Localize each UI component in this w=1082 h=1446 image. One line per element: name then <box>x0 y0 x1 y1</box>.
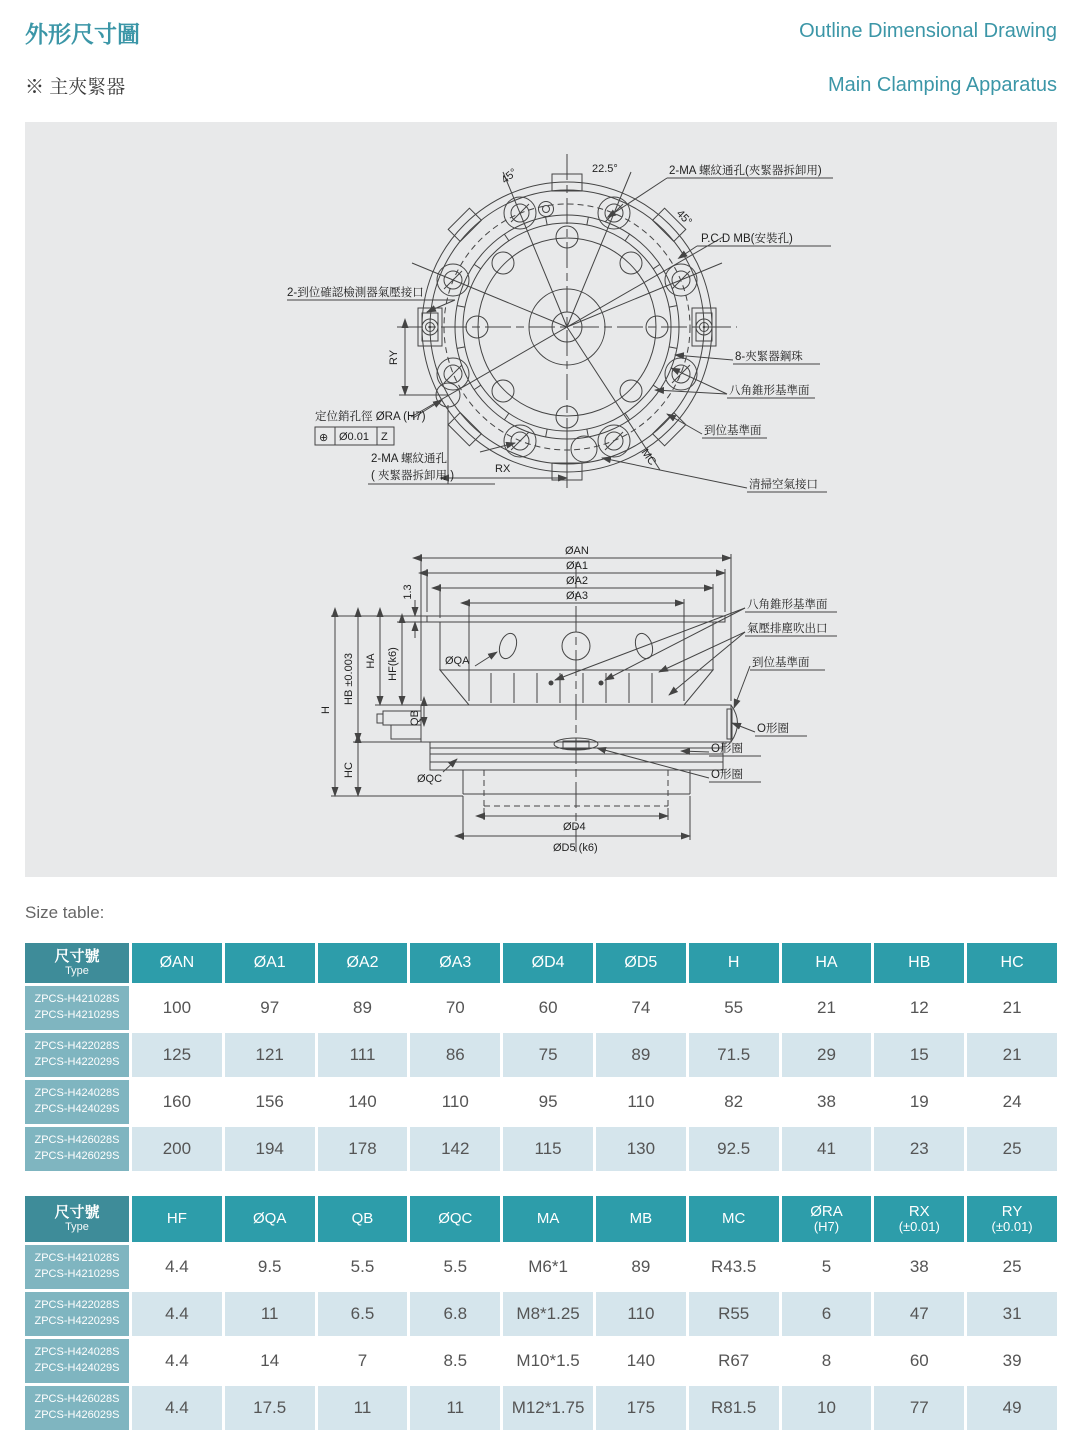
value-cell: 47 <box>874 1292 964 1336</box>
balls-label: 8-夾緊器鋼珠 <box>735 351 803 363</box>
value-cell: 86 <box>410 1033 500 1077</box>
o-ring-label-3: O形圈 <box>711 769 743 781</box>
value-cell: 12 <box>874 986 964 1030</box>
type-code: ZPCS-H424029S <box>34 1103 120 1115</box>
ma-bottom-label-2: ( 夾緊器拆卸用 ) <box>371 470 455 482</box>
subtitle-en: Main Clamping Apparatus <box>827 74 1057 96</box>
hf-label: HF(k6) <box>387 647 399 681</box>
value-cell: 175 <box>596 1386 686 1430</box>
type-code: ZPCS-H421029S <box>34 1268 120 1280</box>
value-cell: 74 <box>596 986 686 1030</box>
gdt-tolerance: Ø0.01 <box>339 431 369 443</box>
table-header-row <box>25 1196 1057 1242</box>
type-header-zh: 尺寸號 <box>54 947 100 965</box>
value-cell: 140 <box>596 1339 686 1383</box>
type-code: ZPCS-H426028S <box>34 1134 120 1147</box>
page-title-en: Outline Dimensional Drawing <box>799 20 1057 42</box>
header-line: RY <box>1001 1202 1023 1220</box>
value-cell: 111 <box>318 1033 408 1077</box>
column-header <box>689 1196 779 1242</box>
column-header: ØA3 <box>410 943 500 983</box>
table-row <box>25 1127 1057 1171</box>
o-ring-label-1: O形圈 <box>757 723 789 735</box>
type-code: ZPCS-H422029S <box>34 1315 120 1327</box>
header-line: MB <box>629 1210 653 1228</box>
page-title-zh: 外形尺寸圖 <box>25 21 140 47</box>
type-code: ZPCS-H424029S <box>34 1362 120 1374</box>
value-cell: 10 <box>782 1386 872 1430</box>
value-cell: 55 <box>689 986 779 1030</box>
value-cell: 21 <box>782 986 872 1030</box>
value-cell: 41 <box>782 1127 872 1171</box>
value-cell: 142 <box>410 1127 500 1171</box>
column-header <box>503 1196 593 1242</box>
angle-45-left-label: 45° <box>499 166 520 187</box>
h-label: H <box>320 706 332 714</box>
type-header-zh: 尺寸號 <box>54 1203 100 1221</box>
column-header: HB <box>874 943 964 983</box>
column-header <box>225 1196 315 1242</box>
side-view-drawing <box>320 545 837 857</box>
outline-drawing-panel <box>25 122 1057 877</box>
type-code: ZPCS-H426029S <box>34 1150 120 1162</box>
column-header: ØD4 <box>503 943 593 983</box>
dqc-label: ØQC <box>417 773 443 785</box>
value-cell: 17.5 <box>225 1386 315 1430</box>
column-header: ØA2 <box>318 943 408 983</box>
column-header <box>782 1196 872 1242</box>
type-code: ZPCS-H424028S <box>34 1346 120 1359</box>
value-cell: 21 <box>967 986 1057 1030</box>
ry-dim-label: RY <box>388 349 400 365</box>
value-cell: 4.4 <box>132 1339 222 1383</box>
value-cell: 160 <box>132 1080 222 1124</box>
type-code: ZPCS-H421028S <box>34 1252 120 1265</box>
column-header-type <box>25 1196 129 1242</box>
value-cell: 5 <box>782 1245 872 1289</box>
value-cell: M10*1.5 <box>503 1339 593 1383</box>
value-cell: 178 <box>318 1127 408 1171</box>
rx-dim-label: RX <box>495 463 511 475</box>
column-header-type <box>25 943 129 983</box>
value-cell: 6 <box>782 1292 872 1336</box>
value-cell: R55 <box>689 1292 779 1336</box>
octagon-surface-label-side: 八角錐形基準面 <box>747 599 828 611</box>
header-line: QB <box>351 1210 374 1228</box>
value-cell: 89 <box>596 1033 686 1077</box>
value-cell: 29 <box>782 1033 872 1077</box>
angle-22-5-label: 22.5° <box>592 163 618 175</box>
type-code: ZPCS-H422029S <box>34 1056 120 1068</box>
subtitle-zh: ※ 主夾緊器 <box>25 77 126 98</box>
pin-hole-label: 定位銷孔徑 ØRA (H7) <box>315 411 426 423</box>
gdt-position-symbol: ⊕ <box>319 432 329 444</box>
column-header <box>967 1196 1057 1242</box>
column-header <box>132 1196 222 1242</box>
type-code: ZPCS-H421029S <box>34 1009 120 1021</box>
value-cell: 92.5 <box>689 1127 779 1171</box>
value-cell: R81.5 <box>689 1386 779 1430</box>
header-line: HF <box>166 1210 187 1228</box>
ma-bottom-label-1: 2-MA 螺紋通孔 <box>371 453 448 465</box>
da1-label: ØA1 <box>566 560 589 572</box>
value-cell: 115 <box>503 1127 593 1171</box>
octagon-surface-label-top: 八角錐形基準面 <box>729 385 810 397</box>
value-cell: 89 <box>318 986 408 1030</box>
value-cell: 21 <box>967 1033 1057 1077</box>
cleaning-air-label: 清掃空氣接口 <box>749 479 818 491</box>
type-code: ZPCS-H426028S <box>34 1393 120 1406</box>
value-cell: 156 <box>225 1080 315 1124</box>
value-cell: 25 <box>967 1127 1057 1171</box>
gdt-frame <box>315 427 394 445</box>
dqa-label: ØQA <box>445 655 470 667</box>
value-cell: M6*1 <box>503 1245 593 1289</box>
seat-surface-label-side: 到位基準面 <box>752 657 810 669</box>
table-row <box>25 1033 1057 1077</box>
type-cell <box>25 1080 129 1124</box>
value-cell: 38 <box>782 1080 872 1124</box>
dd5-label: ØD5 (k6) <box>553 842 598 854</box>
value-cell: 15 <box>874 1033 964 1077</box>
type-cell <box>25 1386 129 1430</box>
value-cell: 110 <box>596 1080 686 1124</box>
value-cell: 11 <box>225 1292 315 1336</box>
pcd-label: P.C.D MB(安裝孔) <box>701 233 793 245</box>
table-row <box>25 986 1057 1030</box>
value-cell: 71.5 <box>689 1033 779 1077</box>
column-header <box>318 1196 408 1242</box>
column-header <box>410 1196 500 1242</box>
column-header <box>596 1196 686 1242</box>
value-cell: 97 <box>225 986 315 1030</box>
header-line: RX <box>908 1202 930 1220</box>
header-line: ØRA <box>810 1202 843 1220</box>
column-header: ØAN <box>132 943 222 983</box>
sensor-air-port-label: 2-到位確認檢測器氣壓接口 <box>287 287 424 299</box>
da3-label: ØA3 <box>566 590 589 602</box>
value-cell: 130 <box>596 1127 686 1171</box>
table-row <box>25 1292 1057 1336</box>
column-header: ØD5 <box>596 943 686 983</box>
o-ring-label-2: O形圈 <box>711 743 743 755</box>
size-table-label: Size table: <box>25 903 105 922</box>
value-cell: 9.5 <box>225 1245 315 1289</box>
value-cell: 121 <box>225 1033 315 1077</box>
value-cell: 39 <box>967 1339 1057 1383</box>
mc-dim-label: MC <box>638 446 659 468</box>
type-code: ZPCS-H424028S <box>34 1087 120 1100</box>
seat-surface-label-top: 到位基準面 <box>704 425 762 437</box>
table-row <box>25 1339 1057 1383</box>
table-row <box>25 1386 1057 1430</box>
value-cell: 77 <box>874 1386 964 1430</box>
column-header <box>874 1196 964 1242</box>
air-blow-label: 氣壓排塵吹出口 <box>747 623 828 635</box>
value-cell: 110 <box>410 1080 500 1124</box>
value-cell: 4.4 <box>132 1245 222 1289</box>
dim-1-3-label: 1.3 <box>402 584 414 600</box>
value-cell: R43.5 <box>689 1245 779 1289</box>
value-cell: 70 <box>410 986 500 1030</box>
value-cell: 8.5 <box>410 1339 500 1383</box>
value-cell: 4.4 <box>132 1386 222 1430</box>
header-line: (±0.01) <box>991 1219 1033 1235</box>
type-header-en: Type <box>65 1221 89 1234</box>
type-cell <box>25 1033 129 1077</box>
column-header: HA <box>782 943 872 983</box>
value-cell: 6.8 <box>410 1292 500 1336</box>
value-cell: 11 <box>318 1386 408 1430</box>
value-cell: 14 <box>225 1339 315 1383</box>
value-cell: 38 <box>874 1245 964 1289</box>
value-cell: 24 <box>967 1080 1057 1124</box>
value-cell: 100 <box>132 986 222 1030</box>
column-header: H <box>689 943 779 983</box>
value-cell: 31 <box>967 1292 1057 1336</box>
header-line: MA <box>536 1210 560 1228</box>
gdt-datum: Z <box>381 431 388 443</box>
value-cell: 49 <box>967 1386 1057 1430</box>
hb-label: HB ±0.003 <box>343 653 355 705</box>
type-code: ZPCS-H422028S <box>34 1040 120 1053</box>
value-cell: 5.5 <box>318 1245 408 1289</box>
angle-45-right-label: 45° <box>673 207 695 229</box>
value-cell: 200 <box>132 1127 222 1171</box>
air-port-left <box>418 308 442 346</box>
value-cell: 6.5 <box>318 1292 408 1336</box>
table-row <box>25 1080 1057 1124</box>
value-cell: 4.4 <box>132 1292 222 1336</box>
value-cell: 7 <box>318 1339 408 1383</box>
column-header: HC <box>967 943 1057 983</box>
value-cell: 11 <box>410 1386 500 1430</box>
size-table-primary <box>22 940 1060 1174</box>
header-line: (±0.01) <box>898 1219 940 1235</box>
type-cell <box>25 1245 129 1289</box>
table-row <box>25 1245 1057 1289</box>
size-table-secondary <box>22 1193 1060 1433</box>
hc-label: HC <box>343 762 355 778</box>
type-cell <box>25 1339 129 1383</box>
type-code: ZPCS-H422028S <box>34 1299 120 1312</box>
value-cell: M8*1.25 <box>503 1292 593 1336</box>
technical-drawing <box>25 122 1057 877</box>
column-header: ØA1 <box>225 943 315 983</box>
value-cell: 125 <box>132 1033 222 1077</box>
dan-label: ØAN <box>565 545 589 557</box>
value-cell: 25 <box>967 1245 1057 1289</box>
value-cell: 194 <box>225 1127 315 1171</box>
table-header-row <box>25 943 1057 983</box>
value-cell: 8 <box>782 1339 872 1383</box>
value-cell: 110 <box>596 1292 686 1336</box>
da2-label: ØA2 <box>566 575 589 587</box>
value-cell: 5.5 <box>410 1245 500 1289</box>
value-cell: 89 <box>596 1245 686 1289</box>
cleaning-air-hole <box>571 436 597 462</box>
type-code: ZPCS-H421028S <box>34 993 120 1006</box>
dd4-label: ØD4 <box>563 821 586 833</box>
type-cell <box>25 1127 129 1171</box>
top-screw-hole <box>539 202 554 217</box>
value-cell: 75 <box>503 1033 593 1077</box>
top-view-drawing <box>287 154 833 492</box>
value-cell: M12*1.75 <box>503 1386 593 1430</box>
header-line: ØQC <box>438 1210 473 1228</box>
value-cell: 140 <box>318 1080 408 1124</box>
type-cell <box>25 1292 129 1336</box>
header-line: MC <box>722 1210 746 1228</box>
type-header-en: Type <box>65 965 89 978</box>
air-port-right <box>692 308 716 346</box>
ha-label: HA <box>365 653 377 669</box>
value-cell: 95 <box>503 1080 593 1124</box>
value-cell: R67 <box>689 1339 779 1383</box>
type-cell <box>25 986 129 1030</box>
value-cell: 19 <box>874 1080 964 1124</box>
value-cell: 60 <box>503 986 593 1030</box>
header-line: (H7) <box>813 1219 840 1235</box>
qb-label: QB <box>409 710 421 726</box>
value-cell: 60 <box>874 1339 964 1383</box>
type-code: ZPCS-H426029S <box>34 1409 120 1421</box>
ma-top-label: 2-MA 螺紋通孔(夾緊器拆卸用) <box>669 165 822 177</box>
value-cell: 82 <box>689 1080 779 1124</box>
header-line: ØQA <box>253 1210 287 1228</box>
value-cell: 23 <box>874 1127 964 1171</box>
